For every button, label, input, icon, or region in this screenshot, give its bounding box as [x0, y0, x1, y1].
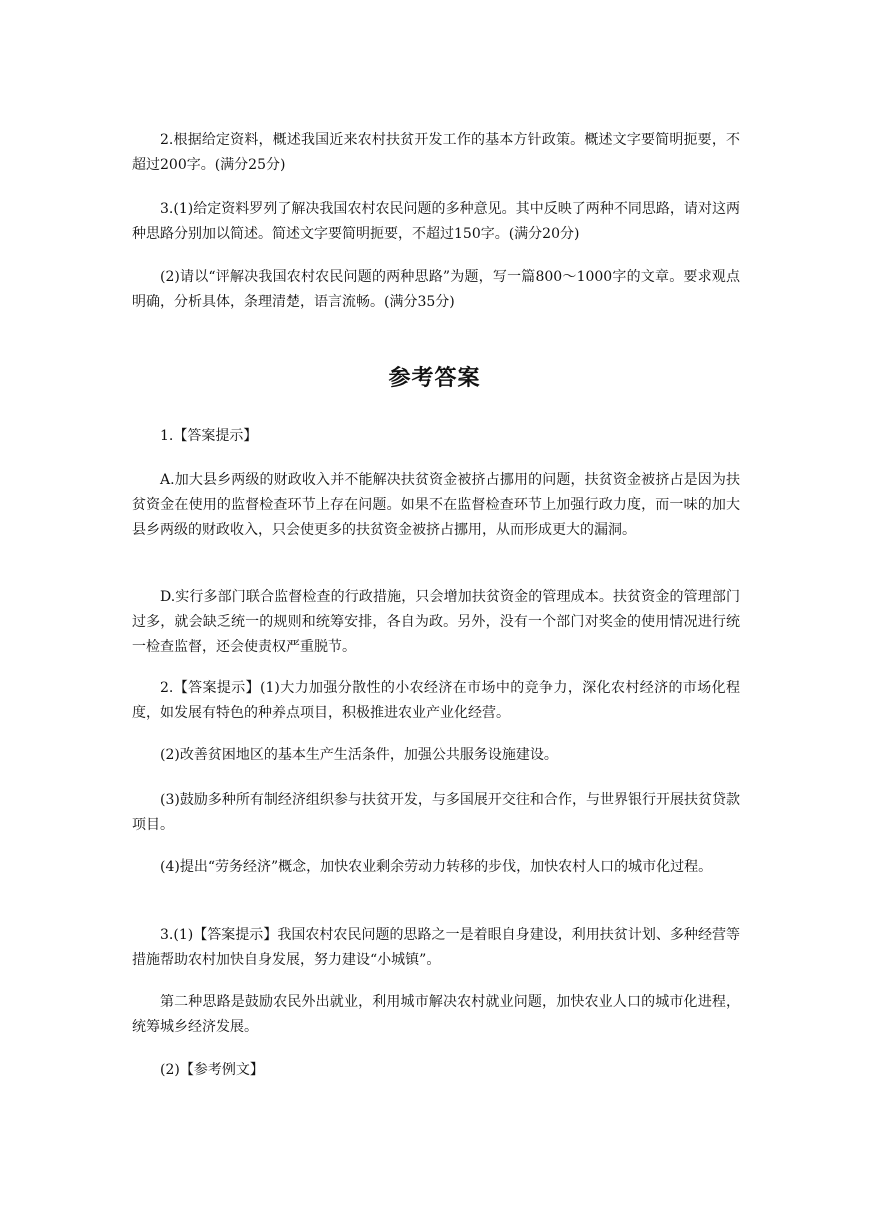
answer-1-label: 1.【答案提示】 — [160, 428, 258, 444]
question-3-2: (2)请以“评解决我国农村农民问题的两种思路”为题，写一篇800～1000字的文章。要求观点明确，分析具体，条理清楚，语言流畅。(满分35分) — [132, 269, 740, 310]
answers-heading: 参考答案 — [388, 366, 481, 391]
question-2: 2.根据给定资料，概述我国近来农村扶贫开发工作的基本方针政策。概述文字要简明扼要，不超过200字。(满分25分) — [132, 132, 740, 173]
answer-1-option-a: A.加大县乡两级的财政收入并不能解决扶贫资金被挤占挪用的问题，扶贫资金被挤占是因为扶贫资金在使用的监督检查环节上存在问题。如果不在监督检查环节上加强行政力度，而一味的加大县乡两级的财政收入，只会使更多的扶贫资金被挤占挪用，从而形成更大的漏洞。 — [132, 472, 740, 538]
answer-3-1: 3.(1)【答案提示】我国农村农民问题的思路之一是着眼自身建设，利用扶贫计划、多种经营等措施帮助农村加快自身发展，努力建设“小城镇”。 — [132, 927, 740, 968]
answer-1-option-d: D.实行多部门联合监督检查的行政措施，只会增加扶贫资金的管理成本。扶贫资金的管理部门过多，就会缺乏统一的规则和统筹安排，各自为政。另外，没有一个部门对奖金的使用情况进行统一检查监督，还会使责权严重脱节。 — [132, 589, 740, 655]
answer-2-point-3: (3)鼓励多种所有制经济组织参与扶贫开发，与多国展开交往和合作，与世界银行开展扶贫贷款项目。 — [132, 792, 740, 833]
answer-2-point-1: 2.【答案提示】(1)大力加强分散性的小农经济在市场中的竞争力，深化农村经济的市场化程度，如发展有特色的种养点项目，积极推进农业产业化经营。 — [132, 680, 740, 721]
answer-3-1-second: 第二种思路是鼓励农民外出就业，利用城市解决农村就业问题，加快农业人口的城市化进程，统筹城乡经济发展。 — [132, 994, 740, 1035]
answer-2-point-2: (2)改善贫困地区的基本生产生活条件，加强公共服务设施建设。 — [160, 747, 558, 763]
answer-2-point-4: (4)提出“劳务经济”概念，加快农业剩余劳动力转移的步伐，加快农村人口的城市化过程。 — [160, 859, 713, 875]
answer-3-2-label: (2)【参考例文】 — [160, 1062, 264, 1078]
question-3-1: 3.(1)给定资料罗列了解决我国农村农民问题的多种意见。其中反映了两种不同思路，请对这两种思路分别加以简述。简述文字要简明扼要，不超过150字。(满分20分) — [132, 201, 740, 242]
